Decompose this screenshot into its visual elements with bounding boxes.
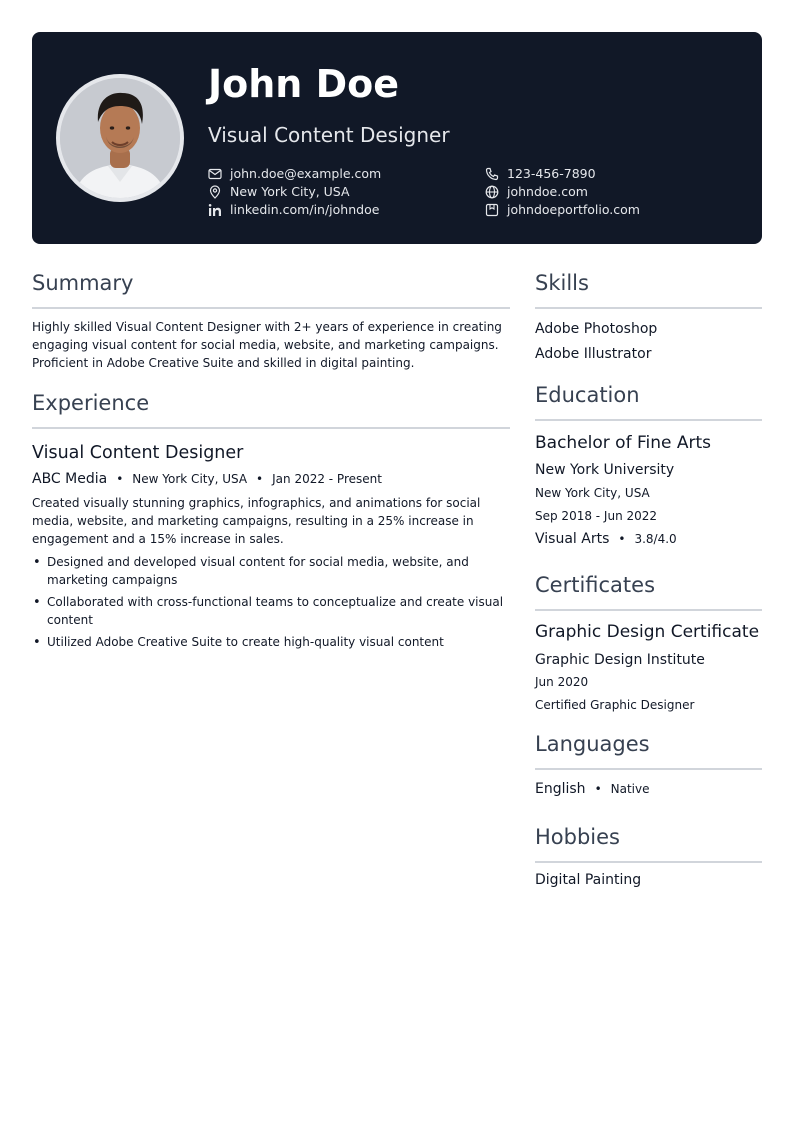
phone-icon	[485, 167, 499, 181]
section-divider	[32, 307, 510, 309]
contact-portfolio[interactable]	[485, 202, 640, 217]
section-divider	[535, 609, 762, 611]
section-divider	[535, 768, 762, 770]
education-heading: Education	[535, 383, 640, 407]
education-dates: Sep 2018 - Jun 2022	[535, 509, 658, 523]
summary-section	[32, 268, 510, 372]
contact-location	[208, 184, 350, 199]
experience-heading: Experience	[32, 391, 150, 415]
right-column	[535, 268, 762, 888]
education-location: New York City, USA	[535, 486, 650, 500]
education-degree: Bachelor of Fine Arts	[535, 433, 712, 453]
job-company: ABC Media	[32, 471, 108, 487]
contact-email[interactable]	[208, 166, 381, 181]
certificate-detail: Certified Graphic Designer	[535, 698, 695, 712]
section-divider	[535, 307, 762, 309]
certificates-heading: Certificates	[535, 573, 656, 597]
list-item: • Utilized Adobe Creative Suite to create high-quality visual content	[32, 633, 510, 651]
language-row	[535, 778, 762, 801]
contact-website-text: johndoe.com	[507, 184, 588, 199]
skills-section	[535, 268, 762, 367]
hobbies-section	[535, 822, 762, 888]
separator-dot: •	[116, 472, 124, 486]
skill-item: Adobe Photoshop	[535, 321, 658, 337]
job-title-header: Visual Content Designer	[208, 123, 450, 147]
separator-dot: •	[594, 782, 602, 796]
avatar	[56, 74, 184, 202]
contact-phone[interactable]	[485, 166, 596, 181]
job-meta	[32, 471, 510, 487]
language-name: English	[535, 781, 586, 797]
certificate-name: Graphic Design Certificate	[535, 622, 760, 642]
education-gpa: 3.8/4.0	[634, 532, 677, 546]
certificates-section	[535, 570, 762, 717]
contact-linkedin-text: linkedin.com/in/johndoe	[230, 202, 380, 217]
education-section	[535, 380, 762, 551]
contact-website[interactable]	[485, 184, 588, 199]
separator-dot: •	[618, 532, 626, 546]
left-column	[32, 268, 510, 655]
summary-heading: Summary	[32, 271, 134, 295]
job-dates: Jan 2022 - Present	[272, 472, 382, 486]
linkedin-icon	[208, 203, 222, 217]
certificate-issuer: Graphic Design Institute	[535, 652, 705, 668]
person-name: John Doe	[208, 62, 400, 106]
contact-portfolio-text: johndoeportfolio.com	[507, 202, 640, 217]
certificate-date: Jun 2020	[535, 675, 589, 689]
languages-heading: Languages	[535, 732, 650, 756]
list-item: • Designed and developed visual content for social media, website, and marketing campaigns	[32, 553, 510, 589]
experience-entry	[32, 442, 510, 651]
job-description: Created visually stunning graphics, infographics, and animations for social media, website, and marketing campaigns, resulting in a 25% increase in engagement and a 15% increase in sales.	[32, 496, 481, 546]
education-field: Visual Arts	[535, 531, 610, 547]
section-divider	[535, 861, 762, 863]
skill-item: Adobe Illustrator	[535, 346, 652, 362]
contact-email-text: john.doe@example.com	[230, 166, 382, 181]
hobby-item: Digital Painting	[535, 872, 642, 888]
languages-section	[535, 729, 762, 801]
experience-section	[32, 388, 510, 651]
education-field-row	[535, 528, 762, 551]
contact-location-text: New York City, USA	[230, 184, 350, 199]
job-title: Visual Content Designer	[32, 443, 244, 463]
map-pin-icon	[208, 185, 222, 199]
skills-heading: Skills	[535, 271, 589, 295]
list-item: • Collaborated with cross-functional teams to conceptualize and create visual content	[32, 593, 510, 629]
separator-dot: •	[256, 472, 264, 486]
job-location: New York City, USA	[132, 472, 248, 486]
resume-header	[32, 32, 762, 244]
section-divider	[535, 419, 762, 421]
contact-phone-text: 123-456-7890	[507, 166, 596, 181]
education-school: New York University	[535, 462, 675, 478]
globe-icon	[485, 185, 499, 199]
hobbies-heading: Hobbies	[535, 825, 620, 849]
mail-icon	[208, 167, 222, 181]
profile-photo	[60, 78, 180, 198]
portfolio-icon	[485, 203, 499, 217]
contact-linkedin[interactable]	[208, 202, 379, 217]
summary-text: Highly skilled Visual Content Designer with 2+ years of experience in creating engaging visual content for social media, website, and marketing campaigns. Proficient in Adobe Creative Suite and skilled in digital painting.	[32, 320, 502, 370]
job-bullets	[32, 553, 510, 651]
section-divider	[32, 427, 510, 429]
language-level: Native	[610, 782, 650, 796]
